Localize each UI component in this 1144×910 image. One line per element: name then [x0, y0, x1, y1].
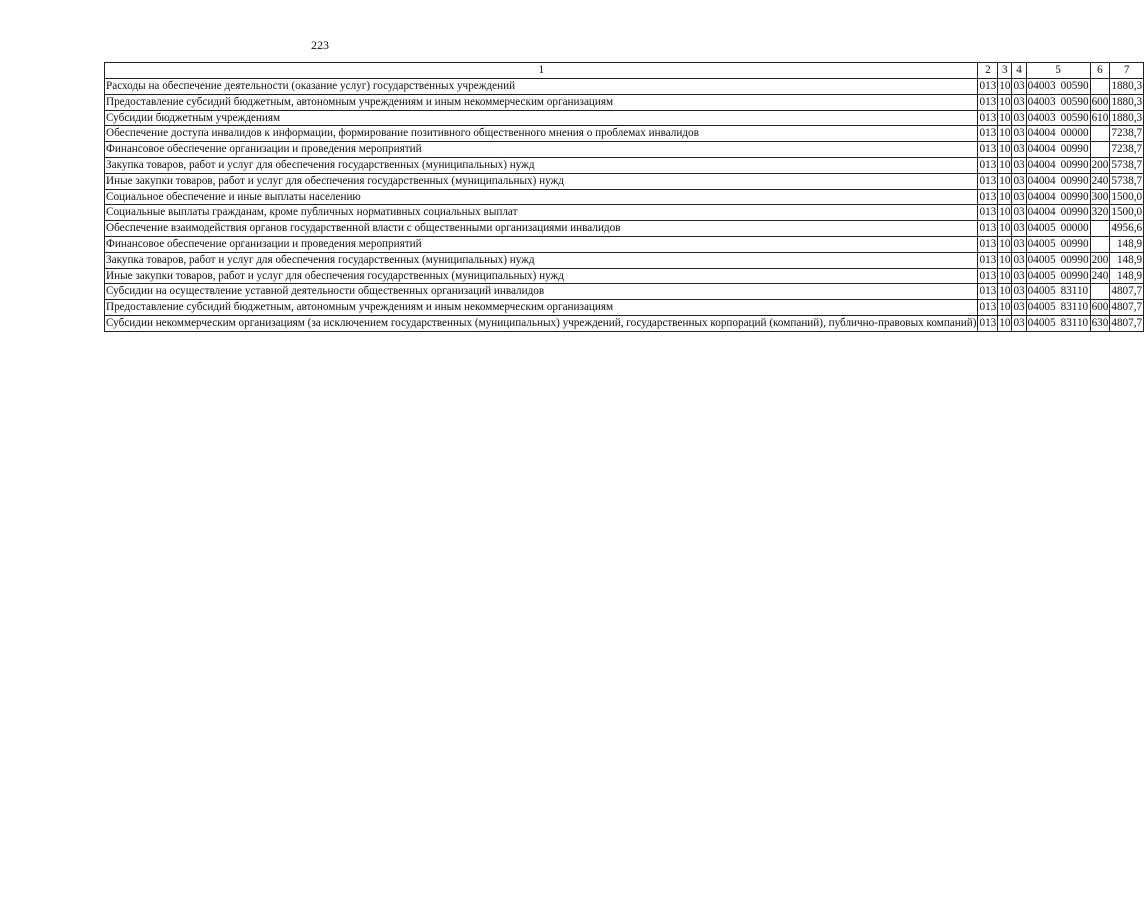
section-code-cell: 10 [998, 300, 1012, 316]
target-article-cell [1026, 268, 1090, 284]
expense-type-cell [1090, 284, 1110, 300]
table-row [105, 157, 1144, 173]
target-article-cell [1026, 110, 1090, 126]
section-code-cell: 10 [998, 284, 1012, 300]
expense-type-cell [1090, 79, 1110, 95]
section-code-cell: 10 [998, 221, 1012, 237]
target-article-program: 04005 [1027, 222, 1056, 235]
expense-type-cell: 200 [1090, 157, 1110, 173]
target-article-program: 04003 [1027, 111, 1056, 124]
subsection-code-cell: 03 [1012, 142, 1026, 158]
target-article-cell [1026, 205, 1090, 221]
target-article-program: 04005 [1027, 253, 1056, 266]
row-name-cell: Обеспечение взаимодействия органов государственной власти с общественными организациями инвалидов [105, 221, 978, 237]
section-code-cell: 10 [998, 157, 1012, 173]
subsection-code-cell: 03 [1012, 315, 1026, 331]
row-name-cell: Субсидии бюджетным учреждениям [105, 110, 978, 126]
amount-cell: 4807,7 [1110, 284, 1144, 300]
target-article-program: 04004 [1027, 127, 1056, 140]
table-row [105, 236, 1144, 252]
expense-type-cell [1090, 221, 1110, 237]
table-row [105, 142, 1144, 158]
table-row [105, 79, 1144, 95]
row-name-cell: Иные закупки товаров, работ и услуг для обеспечения государственных (муниципальных) нужд [105, 268, 978, 284]
amount-cell: 1500,0 [1110, 205, 1144, 221]
amount-cell: 1880,3 [1110, 94, 1144, 110]
target-article-program: 04003 [1027, 80, 1056, 92]
ministry-code-cell: 013 [978, 142, 998, 158]
target-article-cell [1026, 79, 1090, 95]
target-article-program: 04004 [1027, 158, 1056, 171]
target-article-cell [1026, 221, 1090, 237]
target-article-direction: 00990 [1060, 158, 1089, 171]
amount-cell: 4807,7 [1110, 315, 1144, 331]
header-col-4: 4 [1012, 63, 1026, 79]
table-row [105, 284, 1144, 300]
target-article-cell [1026, 252, 1090, 268]
section-code-cell: 10 [998, 79, 1012, 95]
target-article-direction: 00000 [1060, 222, 1089, 235]
target-article-direction: 00990 [1060, 253, 1089, 266]
expense-type-cell [1090, 126, 1110, 142]
ministry-code-cell: 013 [978, 110, 998, 126]
target-article-direction: 00990 [1060, 190, 1089, 203]
header-col-2: 2 [978, 63, 998, 79]
section-code-cell: 10 [998, 94, 1012, 110]
subsection-code-cell: 03 [1012, 252, 1026, 268]
target-article-program: 04005 [1027, 285, 1056, 298]
ministry-code-cell: 013 [978, 173, 998, 189]
target-article-cell [1026, 236, 1090, 252]
ministry-code-cell: 013 [978, 126, 998, 142]
section-code-cell: 10 [998, 236, 1012, 252]
section-code-cell: 10 [998, 173, 1012, 189]
target-article-program: 04004 [1027, 206, 1056, 219]
expense-type-cell: 610 [1090, 110, 1110, 126]
target-article-program: 04004 [1027, 174, 1056, 187]
expense-type-cell: 240 [1090, 268, 1110, 284]
ministry-code-cell: 013 [978, 157, 998, 173]
target-article-program: 04004 [1027, 143, 1056, 156]
ministry-code-cell: 013 [978, 79, 998, 95]
expense-type-cell: 300 [1090, 189, 1110, 205]
subsection-code-cell: 03 [1012, 189, 1026, 205]
expense-type-cell: 240 [1090, 173, 1110, 189]
target-article-cell [1026, 157, 1090, 173]
page-number: 223 [311, 38, 329, 52]
target-article-direction: 00990 [1060, 143, 1089, 156]
expense-type-cell [1090, 142, 1110, 158]
ministry-code-cell: 013 [978, 252, 998, 268]
row-name-cell: Расходы на обеспечение деятельности (оказание услуг) государственных учреждений [105, 79, 978, 95]
row-name-cell: Субсидии на осуществление уставной деятельности общественных организаций инвалидов [105, 284, 978, 300]
ministry-code-cell: 013 [978, 315, 998, 331]
row-name-cell: Обеспечение доступа инвалидов к информации, формирование позитивного общественного мнения о проблемах инвалидов [105, 126, 978, 142]
expense-type-cell: 320 [1090, 205, 1110, 221]
row-name-cell: Финансовое обеспечение организации и проведения мероприятий [105, 142, 978, 158]
ministry-code-cell: 013 [978, 205, 998, 221]
row-name-cell: Социальное обеспечение и иные выплаты населению [105, 189, 978, 205]
table-row [105, 110, 1144, 126]
table-row [105, 268, 1144, 284]
header-col-1: 1 [105, 63, 978, 79]
amount-cell: 7238,7 [1110, 142, 1144, 158]
row-name-cell: Предоставление субсидий бюджетным, автономным учреждениям и иным некоммерческим организациям [105, 94, 978, 110]
section-code-cell: 10 [998, 205, 1012, 221]
subsection-code-cell: 03 [1012, 79, 1026, 95]
subsection-code-cell: 03 [1012, 110, 1026, 126]
target-article-program: 04005 [1027, 269, 1056, 282]
table-row [105, 300, 1144, 316]
ministry-code-cell: 013 [978, 94, 998, 110]
target-article-direction: 83110 [1060, 316, 1089, 329]
table-row [105, 205, 1144, 221]
target-article-cell [1026, 142, 1090, 158]
target-article-cell [1026, 189, 1090, 205]
target-article-direction: 00590 [1060, 111, 1089, 124]
ministry-code-cell: 013 [978, 236, 998, 252]
ministry-code-cell: 013 [978, 300, 998, 316]
row-name-cell: Субсидии некоммерческим организациям (за исключением государственных (муниципальных) учреждений, государственных корпораций (компаний), публично-правовых компаний) [105, 315, 978, 331]
target-article-cell [1026, 173, 1090, 189]
amount-cell: 1880,3 [1110, 110, 1144, 126]
subsection-code-cell: 03 [1012, 126, 1026, 142]
row-name-cell: Закупка товаров, работ и услуг для обеспечения государственных (муниципальных) нужд [105, 157, 978, 173]
amount-cell: 5738,7 [1110, 173, 1144, 189]
target-article-direction: 00000 [1060, 127, 1089, 140]
target-article-program: 04005 [1027, 237, 1056, 250]
expense-type-cell: 600 [1090, 300, 1110, 316]
ministry-code-cell: 013 [978, 221, 998, 237]
header-col-7: 7 [1110, 63, 1144, 79]
expense-type-cell: 600 [1090, 94, 1110, 110]
subsection-code-cell: 03 [1012, 157, 1026, 173]
subsection-code-cell: 03 [1012, 284, 1026, 300]
table-row [105, 221, 1144, 237]
section-code-cell: 10 [998, 126, 1012, 142]
target-article-cell [1026, 284, 1090, 300]
amount-cell: 7238,7 [1110, 126, 1144, 142]
section-code-cell: 10 [998, 189, 1012, 205]
header-row [105, 63, 1144, 79]
subsection-code-cell: 03 [1012, 173, 1026, 189]
row-name-cell: Социальные выплаты гражданам, кроме публичных нормативных социальных выплат [105, 205, 978, 221]
ministry-code-cell: 013 [978, 189, 998, 205]
target-article-cell [1026, 300, 1090, 316]
subsection-code-cell: 03 [1012, 300, 1026, 316]
budget-table [104, 62, 1144, 332]
subsection-code-cell: 03 [1012, 236, 1026, 252]
table-row [105, 94, 1144, 110]
amount-cell: 4807,7 [1110, 300, 1144, 316]
ministry-code-cell: 013 [978, 268, 998, 284]
table-row [105, 315, 1144, 331]
section-code-cell: 10 [998, 315, 1012, 331]
expense-type-cell: 630 [1090, 315, 1110, 331]
target-article-program: 04003 [1027, 95, 1056, 108]
section-code-cell: 10 [998, 142, 1012, 158]
target-article-direction: 00990 [1060, 269, 1089, 282]
target-article-direction: 83110 [1060, 301, 1089, 314]
amount-cell: 1500,0 [1110, 189, 1144, 205]
target-article-direction: 00990 [1060, 237, 1089, 250]
target-article-cell [1026, 315, 1090, 331]
target-article-direction: 00590 [1060, 80, 1089, 92]
target-article-direction: 00990 [1060, 206, 1089, 219]
target-article-cell [1026, 126, 1090, 142]
row-name-cell: Финансовое обеспечение организации и проведения мероприятий [105, 236, 978, 252]
row-name-cell: Предоставление субсидий бюджетным, автономным учреждениям и иным некоммерческим организациям [105, 300, 978, 316]
subsection-code-cell: 03 [1012, 94, 1026, 110]
amount-cell: 148,9 [1110, 252, 1144, 268]
table-row [105, 173, 1144, 189]
target-article-cell [1026, 94, 1090, 110]
amount-cell: 4956,6 [1110, 221, 1144, 237]
header-col-5: 5 [1026, 63, 1090, 79]
subsection-code-cell: 03 [1012, 221, 1026, 237]
subsection-code-cell: 03 [1012, 268, 1026, 284]
table-row [105, 189, 1144, 205]
target-article-direction: 00590 [1060, 95, 1089, 108]
ministry-code-cell: 013 [978, 284, 998, 300]
row-name-cell: Закупка товаров, работ и услуг для обеспечения государственных (муниципальных) нужд [105, 252, 978, 268]
amount-cell: 5738,7 [1110, 157, 1144, 173]
target-article-direction: 00990 [1060, 174, 1089, 187]
amount-cell: 148,9 [1110, 236, 1144, 252]
target-article-program: 04005 [1027, 316, 1056, 329]
row-name-cell: Иные закупки товаров, работ и услуг для обеспечения государственных (муниципальных) нужд [105, 173, 978, 189]
section-code-cell: 10 [998, 268, 1012, 284]
table-row [105, 252, 1144, 268]
section-code-cell: 10 [998, 252, 1012, 268]
header-col-6: 6 [1090, 63, 1110, 79]
amount-cell: 1880,3 [1110, 79, 1144, 95]
expense-type-cell: 200 [1090, 252, 1110, 268]
subsection-code-cell: 03 [1012, 205, 1026, 221]
table-row [105, 126, 1144, 142]
header-col-3: 3 [998, 63, 1012, 79]
target-article-direction: 83110 [1060, 285, 1089, 298]
target-article-program: 04004 [1027, 190, 1056, 203]
expense-type-cell [1090, 236, 1110, 252]
amount-cell: 148,9 [1110, 268, 1144, 284]
section-code-cell: 10 [998, 110, 1012, 126]
target-article-program: 04005 [1027, 301, 1056, 314]
